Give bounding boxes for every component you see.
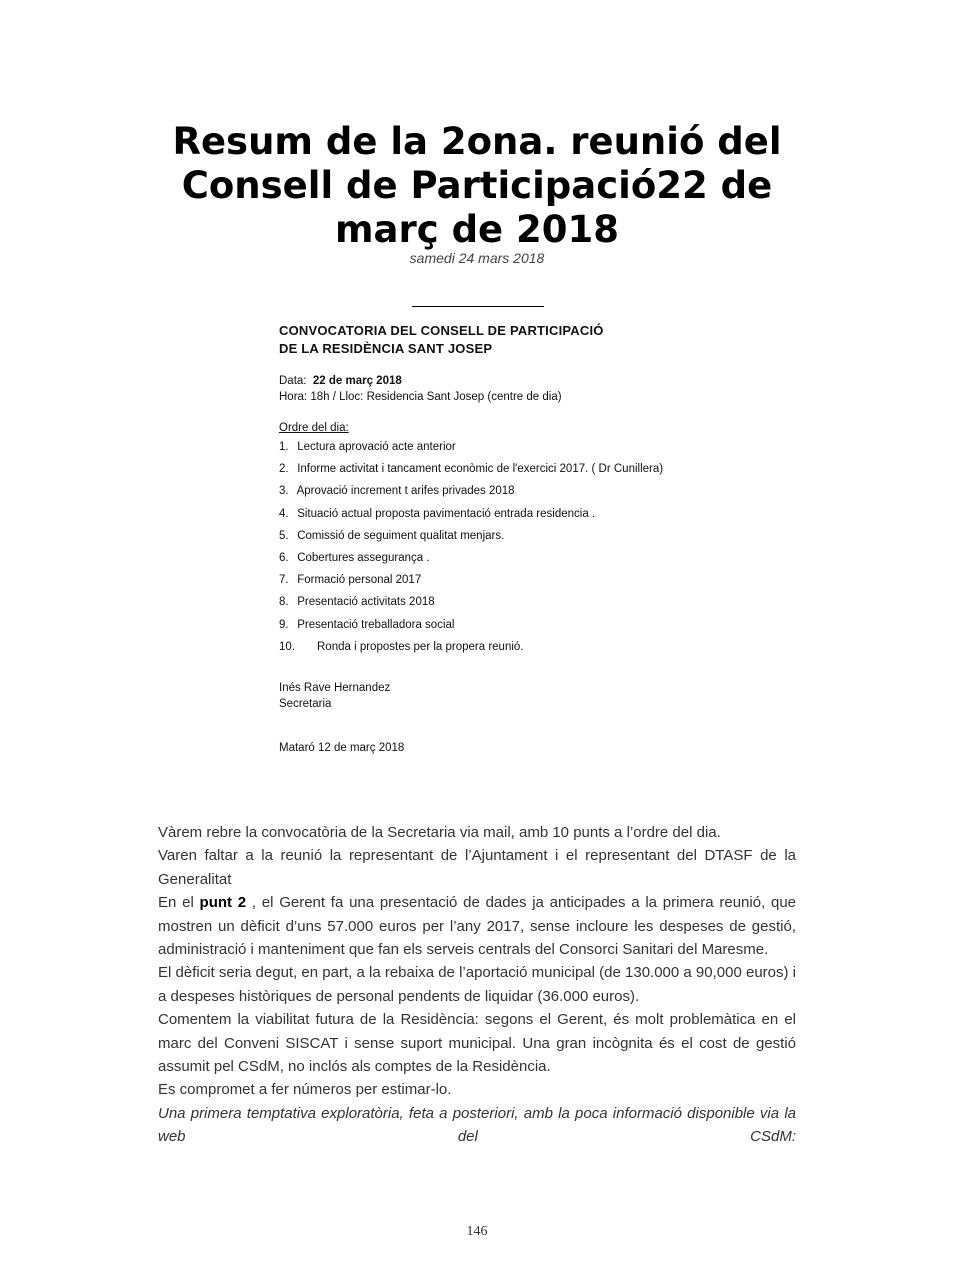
list-item [279, 480, 749, 502]
item-text: Aprovació increment t arifes privades 2018 [296, 485, 515, 498]
text-run: En el [158, 894, 200, 912]
data-value: 22 de març 2018 [312, 375, 402, 387]
list-item [279, 436, 749, 458]
list-item [279, 569, 749, 591]
paragraph: Una primera temptativa exploratòria, feta a posteriori, amb la poca informació disponible via la web del CSdM: [158, 1104, 796, 1146]
data-label: Data: [279, 375, 307, 387]
list-item [279, 591, 749, 613]
item-text: Formació personal 2017 [297, 574, 422, 587]
paragraph: Es compromet a fer números per estimar-lo. [158, 1081, 452, 1099]
item-number: 1. [279, 441, 289, 453]
item-text: Cobertures assegurança . [297, 552, 430, 565]
convocatoria-header-2: DE LA RESIDÈNCIA SANT JOSEP [279, 341, 493, 356]
convocatoria-image [279, 322, 749, 756]
divider [412, 306, 544, 307]
item-number: 8. [279, 596, 289, 609]
list-item [279, 547, 749, 569]
meeting-date-line [279, 373, 749, 389]
agenda-label: Ordre del dia: [279, 422, 349, 434]
list-item [279, 503, 749, 525]
place-date: Mataró 12 de març 2018 [279, 742, 405, 755]
signer-role: Secretaria [279, 698, 332, 711]
item-text: Presentació activitats 2018 [297, 596, 435, 609]
item-text: Presentació treballadora social [297, 618, 455, 631]
paragraph: Varen faltar a la reunió la representant de l’Ajuntament i el representant del DTASF de la Generalitat [158, 847, 796, 888]
item-number: 6. [279, 552, 289, 565]
page-title: Resum de la 2ona. reunió del Consell de Participació22 de març de 2018 [172, 120, 782, 251]
paragraph [158, 891, 796, 961]
item-number: 9. [279, 618, 289, 631]
paragraph: El dèficit seria degut, en part, a la rebaixa de l’aportació municipal (de 130.000 a 90,000 euros) i a despeses històriques de personal pendents de liquidar (36.000 euros). [158, 964, 796, 1005]
signer-name: Inés Rave Hernandez [279, 682, 391, 695]
item-number: 3. [279, 485, 289, 498]
item-number: 4. [279, 507, 289, 520]
item-number: 5. [279, 529, 289, 542]
agenda-list [279, 436, 749, 658]
post-date: samedi 24 mars 2018 [409, 250, 545, 266]
item-text: Comissió de seguiment qualitat menjars. [297, 529, 505, 542]
list-item [279, 525, 749, 547]
item-text: Ronda i propostes per la propera reunió. [317, 640, 524, 653]
paragraph: Comentem la viabilitat futura de la Residència: segons el Gerent, és molt problemàtica en el marc del Conveni SISCAT i sense suport municipal. Una gran incògnita és el cost de gestió assumit pel CSdM, no inclós als comptes de la Residència. [158, 1011, 796, 1076]
list-item [279, 636, 749, 658]
item-number: 7. [279, 574, 289, 587]
item-number: 2. [279, 463, 289, 476]
item-text: Situació actual proposta pavimentació entrada residencia . [297, 507, 596, 520]
item-text: Informe activitat i tancament econòmic de l'exercici 2017. ( Dr Cunillera) [297, 463, 664, 476]
list-item [279, 458, 749, 480]
item-number: 10. [279, 640, 295, 653]
meeting-time-place: Hora: 18h / Lloc: Residencia Sant Josep (centre de dia) [279, 391, 562, 403]
list-item [279, 614, 749, 636]
page-number: 146 [466, 1224, 488, 1239]
convocatoria-header-1: CONVOCATORIA DEL CONSELL DE PARTICIPACIÓ [279, 323, 604, 338]
text-run: , el Gerent fa una presentació de dades ja anticipades a la primera reunió, que mostren un dèficit d’uns 57.000 euros per l’any 2017, sense incloure les despeses de gestió, administració i manteniment que fan els serveis centrals del Consorci Sanitari del Maresme. [158, 894, 796, 959]
bold-text: punt 2 [199, 894, 247, 912]
item-text: Lectura aprovació acte anterior [297, 441, 456, 453]
article-body [158, 821, 796, 1149]
paragraph: Vàrem rebre la convocatòria de la Secretaria via mail, amb 10 punts a l’ordre del dia. [158, 824, 721, 841]
